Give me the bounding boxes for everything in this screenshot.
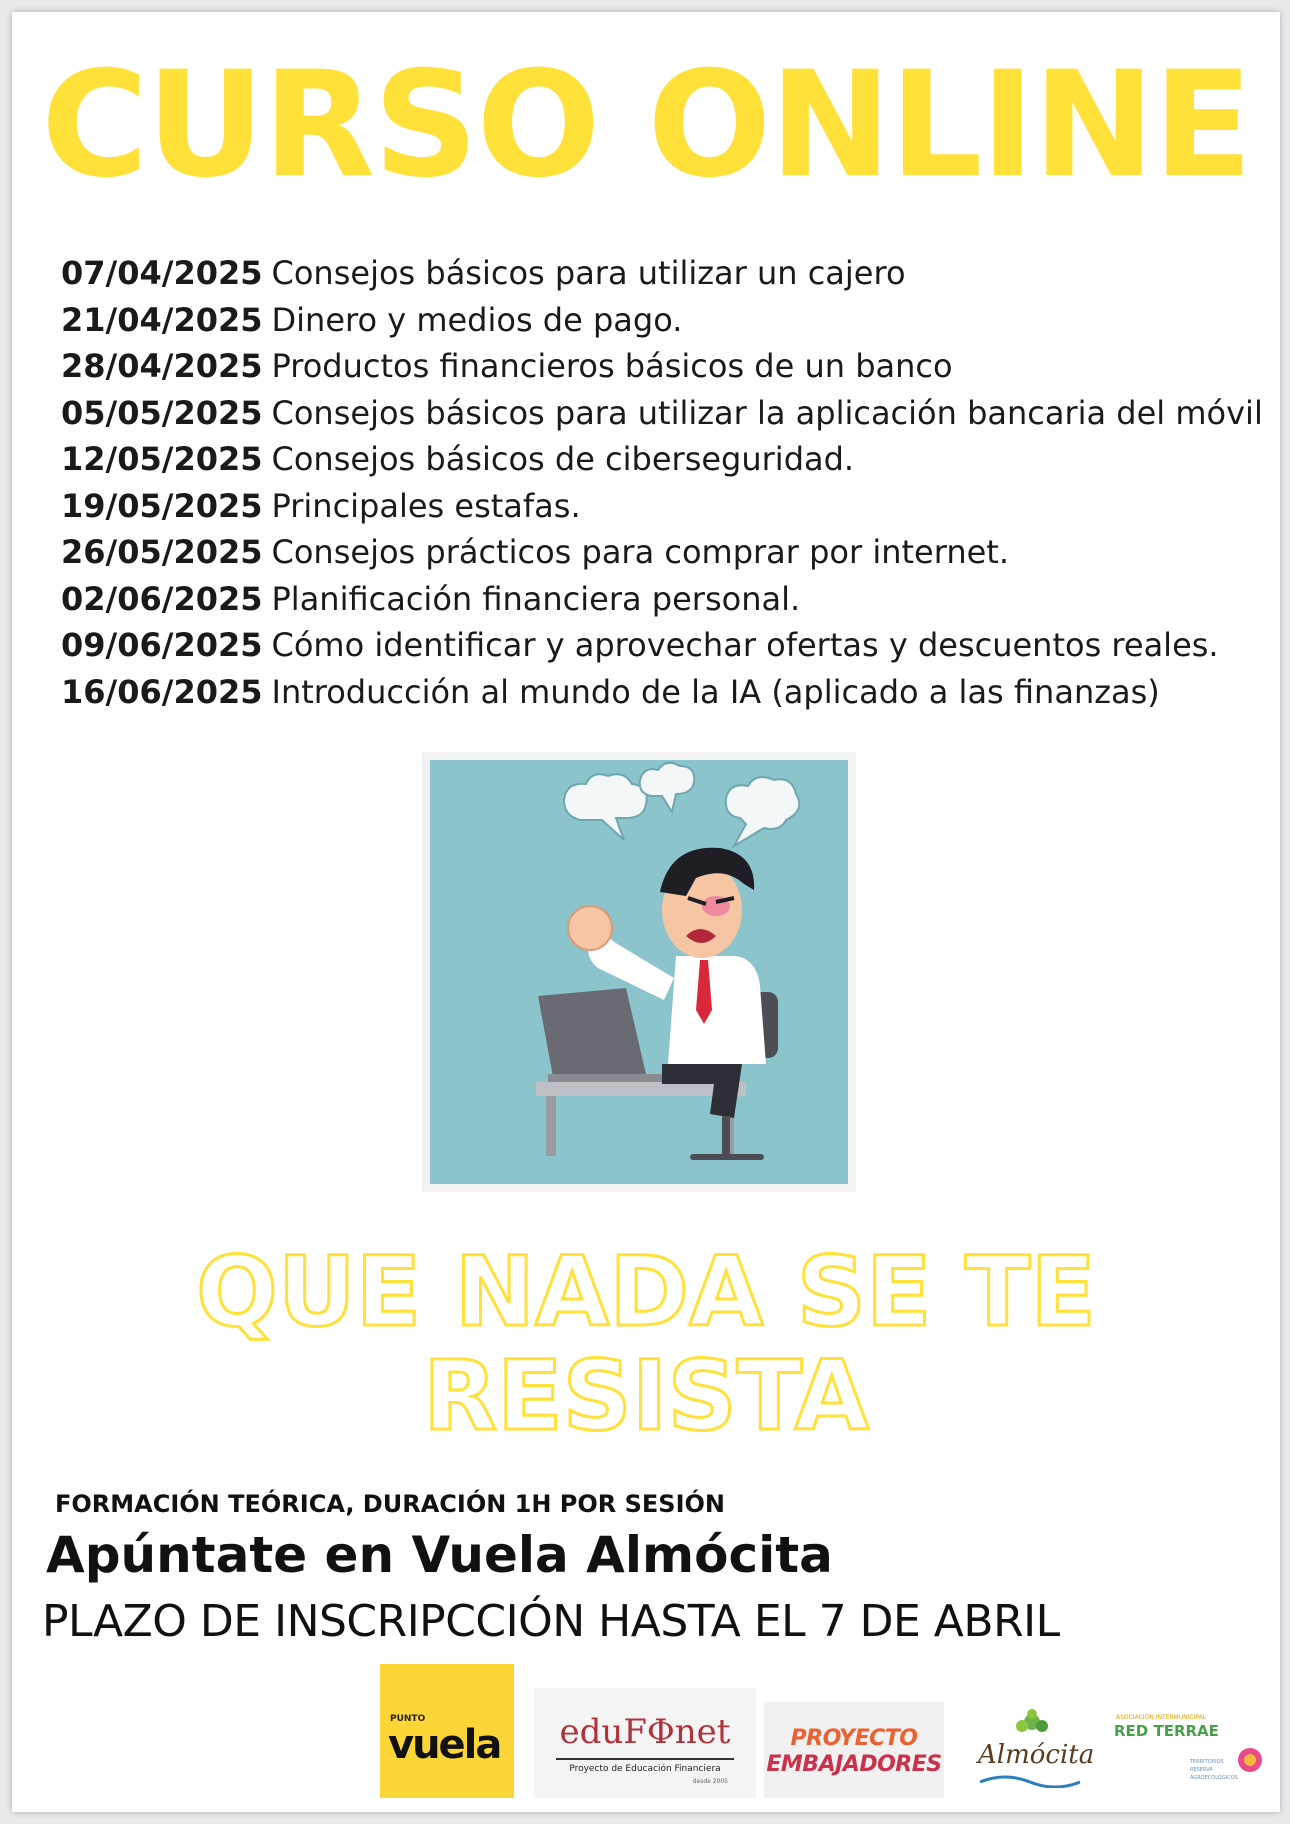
format-note: FORMACIÓN TEÓRICA, DURACIÓN 1H POR SESIÓN <box>55 1490 726 1518</box>
edufinet-subtitle: Proyecto de Educación Financiera <box>569 1764 721 1774</box>
session-date: 12/05/2025 <box>61 440 263 478</box>
schedule-item <box>61 529 1263 576</box>
session-topic: Consejos básicos para utilizar la aplicación bancaria del móvil <box>271 393 1263 432</box>
session-topic: Introducción al mundo de la IA (aplicado a las finanzas) <box>271 672 1160 711</box>
session-date: 21/04/2025 <box>61 300 263 339</box>
red-terrae-tag-2: RESERVA <box>1190 1767 1213 1773</box>
proyecto-embajadores-logo <box>764 1702 944 1798</box>
flower-icon <box>1232 1742 1268 1778</box>
embajadores-line-2: EMBAJADORES <box>766 1752 942 1777</box>
schedule-item <box>61 250 1263 297</box>
session-topic: Principales estafas. <box>271 486 581 525</box>
session-date: 16/06/2025 <box>61 672 263 711</box>
deadline-note: PLAZO DE INSCRIPCCIÓN HASTA EL 7 DE ABRIL <box>42 1596 1060 1647</box>
slogan-line-2: RESISTA <box>423 1340 869 1452</box>
schedule-item <box>61 297 1263 344</box>
session-date: 05/05/2025 <box>61 393 263 432</box>
slogan <box>12 1236 1280 1452</box>
vuela-logo-wordmark: vuela <box>388 1722 501 1768</box>
session-date: 09/06/2025 <box>61 626 263 664</box>
tree-icon <box>1002 1708 1062 1738</box>
schedule-item <box>61 669 1263 716</box>
session-topic: Cómo identificar y aprovechar ofertas y descuentos reales. <box>271 626 1219 664</box>
angry-office-worker-illustration <box>422 752 856 1192</box>
red-terrae-tag-3: AGROECOLÓGICOS <box>1190 1775 1238 1781</box>
punto-vuela-logo <box>380 1664 514 1798</box>
embajadores-line-1: PROYECTO <box>790 1726 918 1751</box>
red-terrae-logo <box>1102 1706 1272 1796</box>
session-topic: Dinero y medios de pago. <box>271 300 683 339</box>
session-date: 02/06/2025 <box>61 579 263 618</box>
session-topic: Productos financieros básicos de un banco <box>271 347 953 385</box>
poster-title: CURSO ONLINE <box>41 40 1251 210</box>
session-date: 28/04/2025 <box>61 347 263 385</box>
almocita-wordmark: Almócita <box>978 1740 1095 1770</box>
session-date: 26/05/2025 <box>61 533 263 571</box>
schedule-item <box>61 436 1263 483</box>
red-terrae-top-text: ASOCIACIÓN INTERMUNICIPAL <box>1116 1714 1207 1721</box>
session-topic: Consejos prácticos para comprar por internet. <box>271 533 1010 571</box>
schedule-item <box>61 343 1263 390</box>
session-topic: Planificación financiera personal. <box>271 579 801 618</box>
schedule-item <box>61 622 1263 669</box>
edufinet-wordmark: eduFΦnet <box>559 1712 731 1752</box>
angry-worker-icon <box>430 760 848 1184</box>
poster <box>12 12 1280 1812</box>
edufinet-logo <box>534 1688 756 1798</box>
schedule-item <box>61 576 1263 623</box>
edufinet-since: desde 2005 <box>692 1778 728 1785</box>
slogan-line-1: QUE NADA SE TE <box>196 1236 1096 1348</box>
session-topic: Consejos básicos para utilizar un cajero <box>271 254 906 292</box>
wave-icon <box>980 1774 1080 1788</box>
almocita-logo <box>972 1708 1095 1798</box>
vuela-logo-small-text: PUNTO <box>390 1714 426 1724</box>
session-date: 07/04/2025 <box>61 254 263 292</box>
red-terrae-tagline <box>1190 1758 1238 1782</box>
edufinet-rule <box>556 1758 734 1760</box>
course-schedule <box>61 250 1263 715</box>
schedule-item <box>61 390 1263 437</box>
schedule-item <box>61 483 1263 530</box>
session-topic: Consejos básicos de ciberseguridad. <box>271 440 855 478</box>
red-terrae-wordmark: RED TERRAE <box>1114 1722 1219 1740</box>
session-date: 19/05/2025 <box>61 486 263 525</box>
red-terrae-tag-1: TERRITORIOS <box>1190 1759 1224 1765</box>
signup-call: Apúntate en Vuela Almócita <box>46 1526 833 1584</box>
